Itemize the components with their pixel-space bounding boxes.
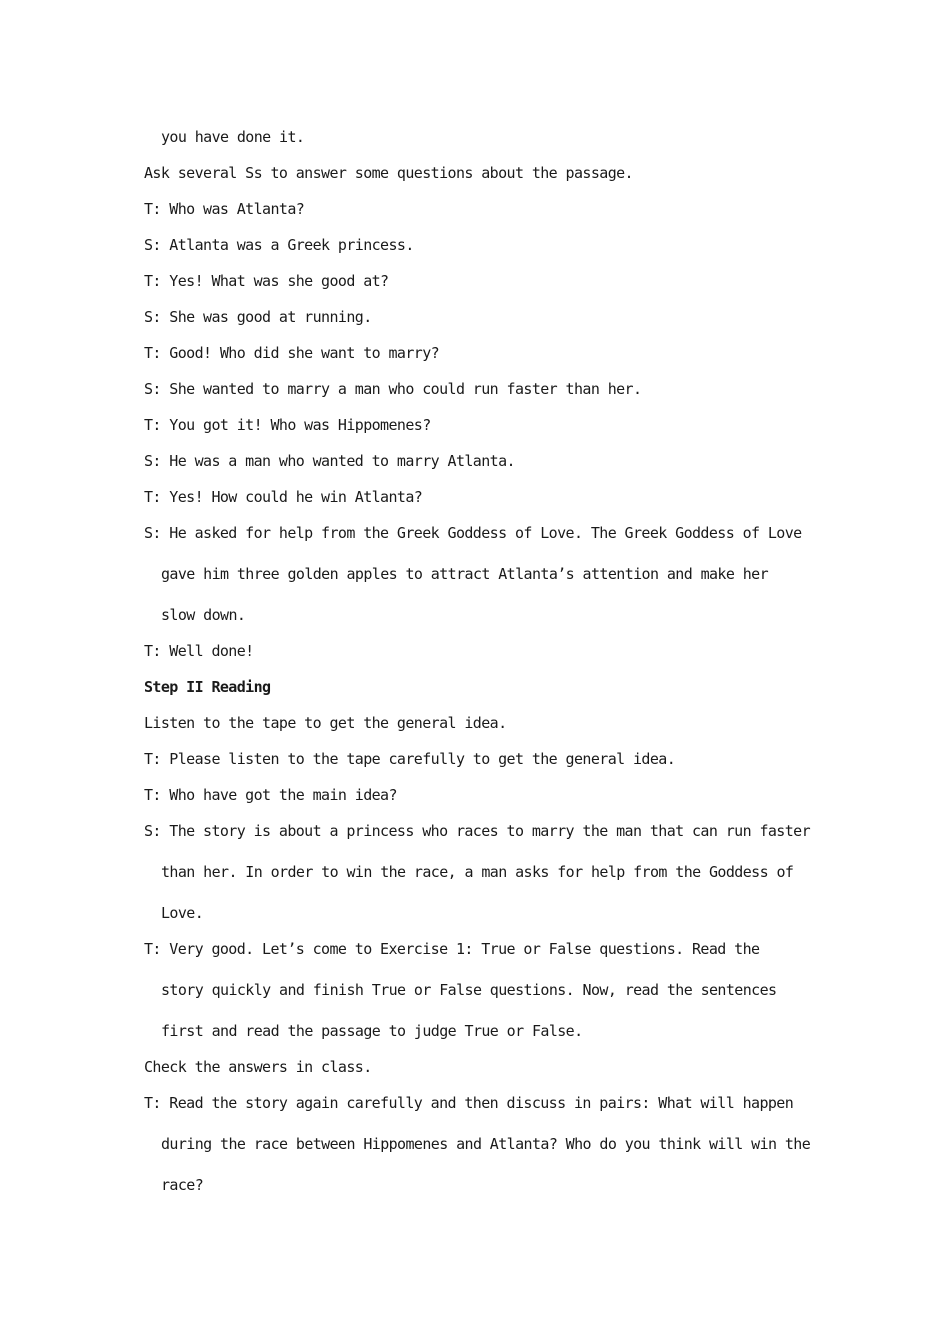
text-line: T: Read the story again carefully and then discuss in pairs: What will happen: [144, 1094, 794, 1112]
text-line: T: Who have got the main idea?: [144, 786, 397, 804]
text-line: T: Yes! What was she good at?: [144, 272, 389, 290]
text-line: S: He asked for help from the Greek Goddess of Love. The Greek Goddess of Love: [144, 524, 802, 542]
text-line: Love.: [161, 904, 204, 922]
text-line: first and read the passage to judge True or False.: [161, 1022, 583, 1040]
text-line: T: Who was Atlanta?: [144, 200, 305, 218]
text-line: Ask several Ss to answer some questions about the passage.: [144, 164, 633, 182]
text-line: Listen to the tape to get the general idea.: [144, 714, 507, 732]
text-line: T: Very good. Let’s come to Exercise 1: True or False questions. Read the: [144, 940, 760, 958]
text-line: story quickly and finish True or False questions. Now, read the sentences: [161, 981, 777, 999]
text-line: S: He was a man who wanted to marry Atlanta.: [144, 452, 515, 470]
text-line: T: Please listen to the tape carefully to get the general idea.: [144, 750, 676, 768]
text-line: race?: [161, 1176, 204, 1194]
text-line: T: Yes! How could he win Atlanta?: [144, 488, 423, 506]
text-line: S: She wanted to marry a man who could run faster than her.: [144, 380, 642, 398]
text-line: T: You got it! Who was Hippomenes?: [144, 416, 431, 434]
text-line: S: Atlanta was a Greek princess.: [144, 236, 414, 254]
text-line: Check the answers in class.: [144, 1058, 372, 1076]
text-line: you have done it.: [161, 128, 305, 146]
section-heading: Step II Reading: [144, 678, 271, 696]
text-line: S: She was good at running.: [144, 308, 372, 326]
text-line: gave him three golden apples to attract Atlanta’s attention and make her: [161, 565, 769, 583]
text-line: T: Well done!: [144, 642, 254, 660]
text-line: slow down.: [161, 606, 246, 624]
text-line: than her. In order to win the race, a man asks for help from the Goddess of: [161, 863, 794, 881]
text-line: S: The story is about a princess who races to marry the man that can run faster: [144, 822, 811, 840]
text-line: during the race between Hippomenes and Atlanta? Who do you think will win the: [161, 1135, 811, 1153]
text-line: T: Good! Who did she want to marry?: [144, 344, 440, 362]
